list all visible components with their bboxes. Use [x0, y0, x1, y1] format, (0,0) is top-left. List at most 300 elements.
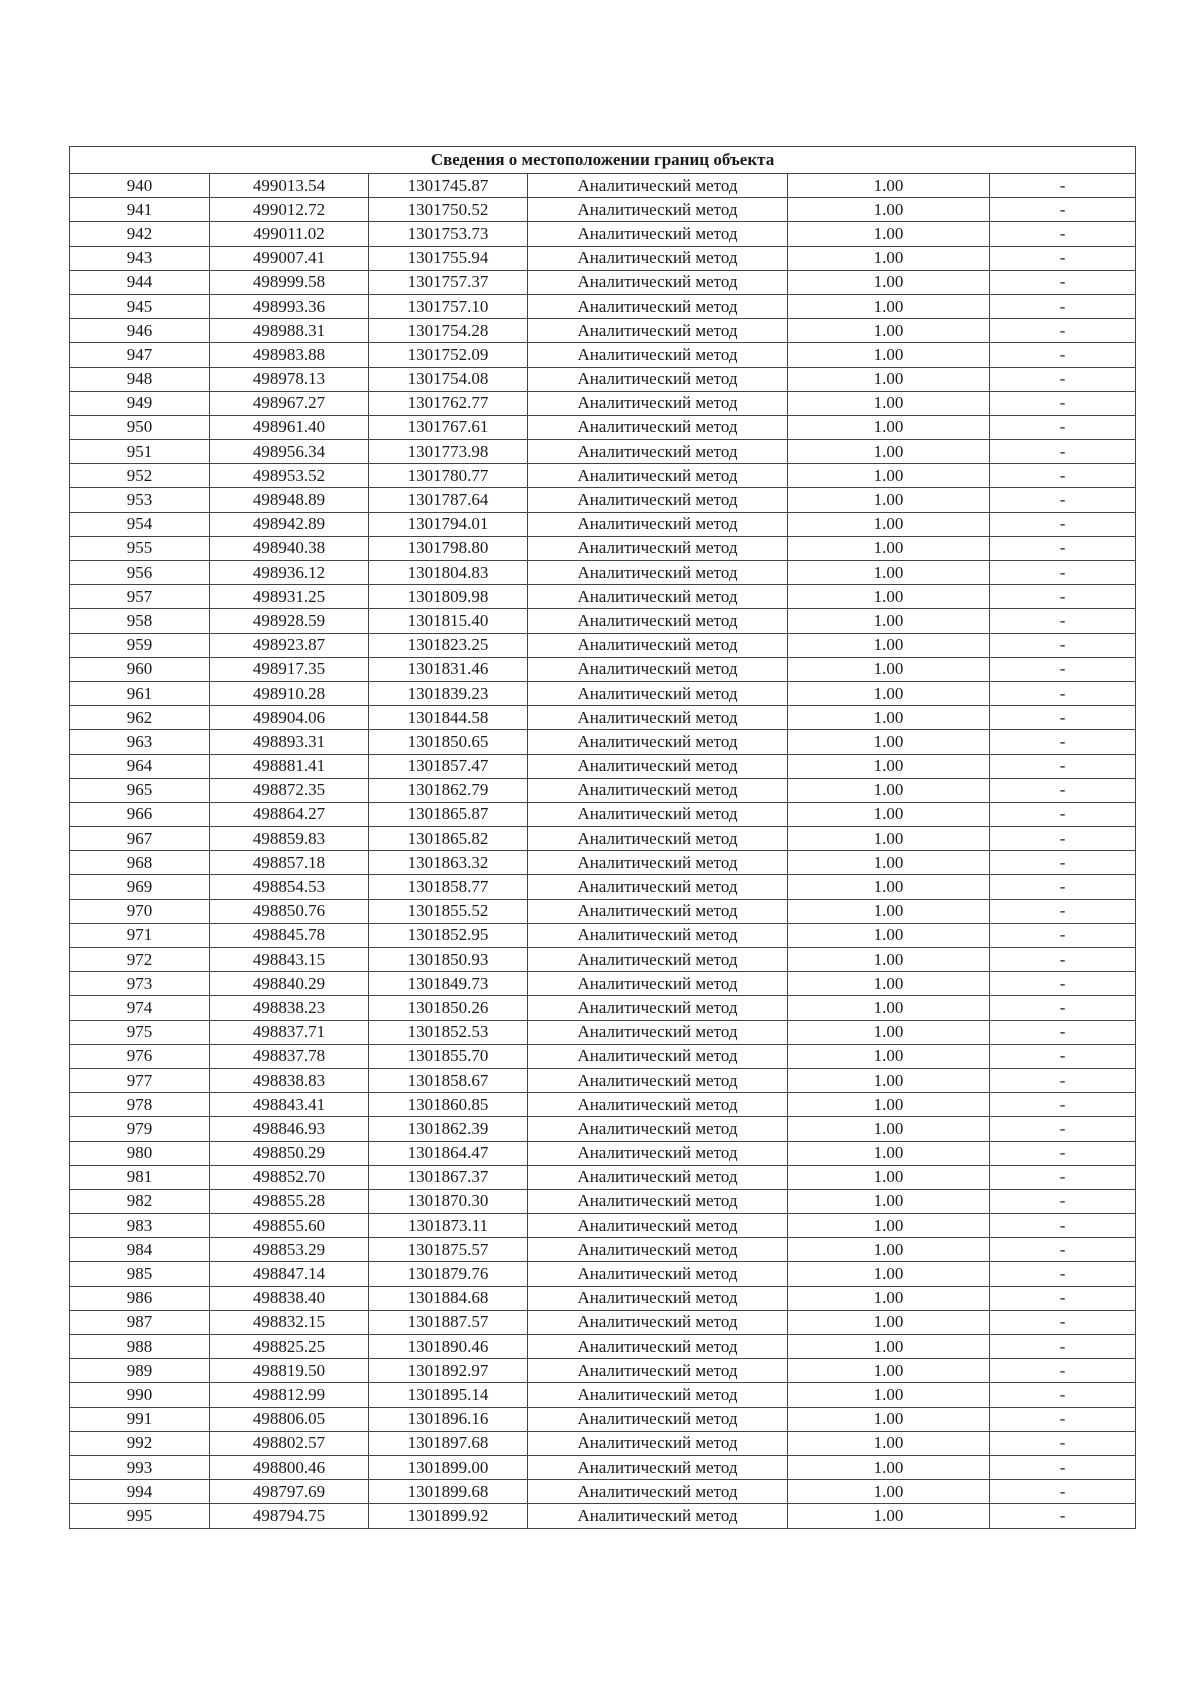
y-coordinate-cell: 1301884.68 — [369, 1286, 528, 1310]
method-cell: Аналитический метод — [528, 512, 788, 536]
accuracy-cell: 1.00 — [788, 827, 990, 851]
method-cell: Аналитический метод — [528, 440, 788, 464]
y-coordinate-cell: 1301865.82 — [369, 827, 528, 851]
accuracy-cell: 1.00 — [788, 1044, 990, 1068]
method-cell: Аналитический метод — [528, 1504, 788, 1528]
table-row — [70, 367, 1136, 391]
point-number-cell: 984 — [70, 1238, 210, 1262]
accuracy-cell: 1.00 — [788, 754, 990, 778]
table-row — [70, 1480, 1136, 1504]
table-body — [70, 174, 1136, 1529]
point-number-cell: 952 — [70, 464, 210, 488]
description-cell: - — [990, 851, 1136, 875]
description-cell: - — [990, 1383, 1136, 1407]
accuracy-cell: 1.00 — [788, 246, 990, 270]
table-row — [70, 730, 1136, 754]
table-row — [70, 319, 1136, 343]
accuracy-cell: 1.00 — [788, 222, 990, 246]
y-coordinate-cell: 1301839.23 — [369, 681, 528, 705]
y-coordinate-cell: 1301754.08 — [369, 367, 528, 391]
x-coordinate-cell: 498845.78 — [210, 923, 369, 947]
description-cell: - — [990, 1262, 1136, 1286]
description-cell: - — [990, 270, 1136, 294]
description-cell: - — [990, 1310, 1136, 1334]
description-cell: - — [990, 802, 1136, 826]
description-cell: - — [990, 1044, 1136, 1068]
description-cell: - — [990, 1504, 1136, 1528]
y-coordinate-cell: 1301753.73 — [369, 222, 528, 246]
table-title: Сведения о местоположении границ объекта — [70, 147, 1136, 174]
point-number-cell: 968 — [70, 851, 210, 875]
method-cell: Аналитический метод — [528, 899, 788, 923]
point-number-cell: 955 — [70, 536, 210, 560]
accuracy-cell: 1.00 — [788, 1020, 990, 1044]
y-coordinate-cell: 1301852.95 — [369, 923, 528, 947]
point-number-cell: 993 — [70, 1455, 210, 1479]
x-coordinate-cell: 498942.89 — [210, 512, 369, 536]
x-coordinate-cell: 498864.27 — [210, 802, 369, 826]
y-coordinate-cell: 1301780.77 — [369, 464, 528, 488]
table-row — [70, 923, 1136, 947]
method-cell: Аналитический метод — [528, 730, 788, 754]
method-cell: Аналитический метод — [528, 1359, 788, 1383]
accuracy-cell: 1.00 — [788, 609, 990, 633]
x-coordinate-cell: 498948.89 — [210, 488, 369, 512]
x-coordinate-cell: 498850.76 — [210, 899, 369, 923]
table-row — [70, 609, 1136, 633]
description-cell: - — [990, 1117, 1136, 1141]
y-coordinate-cell: 1301870.30 — [369, 1189, 528, 1213]
point-number-cell: 964 — [70, 754, 210, 778]
point-number-cell: 957 — [70, 585, 210, 609]
method-cell: Аналитический метод — [528, 706, 788, 730]
method-cell: Аналитический метод — [528, 1383, 788, 1407]
method-cell: Аналитический метод — [528, 1455, 788, 1479]
accuracy-cell: 1.00 — [788, 536, 990, 560]
x-coordinate-cell: 498812.99 — [210, 1383, 369, 1407]
point-number-cell: 983 — [70, 1214, 210, 1238]
accuracy-cell: 1.00 — [788, 415, 990, 439]
description-cell: - — [990, 706, 1136, 730]
description-cell: - — [990, 996, 1136, 1020]
description-cell: - — [990, 174, 1136, 198]
y-coordinate-cell: 1301863.32 — [369, 851, 528, 875]
description-cell: - — [990, 657, 1136, 681]
table-row — [70, 198, 1136, 222]
table-row — [70, 294, 1136, 318]
method-cell: Аналитический метод — [528, 1117, 788, 1141]
x-coordinate-cell: 498797.69 — [210, 1480, 369, 1504]
table-row — [70, 1335, 1136, 1359]
point-number-cell: 943 — [70, 246, 210, 270]
table-row — [70, 488, 1136, 512]
y-coordinate-cell: 1301757.10 — [369, 294, 528, 318]
y-coordinate-cell: 1301879.76 — [369, 1262, 528, 1286]
x-coordinate-cell: 498806.05 — [210, 1407, 369, 1431]
point-number-cell: 988 — [70, 1335, 210, 1359]
x-coordinate-cell: 498993.36 — [210, 294, 369, 318]
description-cell: - — [990, 1093, 1136, 1117]
description-cell: - — [990, 633, 1136, 657]
method-cell: Аналитический метод — [528, 391, 788, 415]
table-row — [70, 512, 1136, 536]
y-coordinate-cell: 1301858.77 — [369, 875, 528, 899]
point-number-cell: 978 — [70, 1093, 210, 1117]
x-coordinate-cell: 498838.23 — [210, 996, 369, 1020]
table-row — [70, 561, 1136, 585]
point-number-cell: 981 — [70, 1165, 210, 1189]
y-coordinate-cell: 1301855.70 — [369, 1044, 528, 1068]
accuracy-cell: 1.00 — [788, 802, 990, 826]
point-number-cell: 944 — [70, 270, 210, 294]
table-row — [70, 1165, 1136, 1189]
table-row — [70, 343, 1136, 367]
table-row — [70, 681, 1136, 705]
accuracy-cell: 1.00 — [788, 1286, 990, 1310]
point-number-cell: 963 — [70, 730, 210, 754]
y-coordinate-cell: 1301875.57 — [369, 1238, 528, 1262]
point-number-cell: 946 — [70, 319, 210, 343]
x-coordinate-cell: 498928.59 — [210, 609, 369, 633]
accuracy-cell: 1.00 — [788, 585, 990, 609]
table-row — [70, 415, 1136, 439]
description-cell: - — [990, 972, 1136, 996]
y-coordinate-cell: 1301850.65 — [369, 730, 528, 754]
accuracy-cell: 1.00 — [788, 488, 990, 512]
method-cell: Аналитический метод — [528, 1068, 788, 1092]
accuracy-cell: 1.00 — [788, 1117, 990, 1141]
point-number-cell: 954 — [70, 512, 210, 536]
x-coordinate-cell: 498983.88 — [210, 343, 369, 367]
point-number-cell: 989 — [70, 1359, 210, 1383]
y-coordinate-cell: 1301864.47 — [369, 1141, 528, 1165]
table-row — [70, 1504, 1136, 1528]
accuracy-cell: 1.00 — [788, 174, 990, 198]
point-number-cell: 947 — [70, 343, 210, 367]
table-row — [70, 1310, 1136, 1334]
table-row — [70, 222, 1136, 246]
y-coordinate-cell: 1301857.47 — [369, 754, 528, 778]
description-cell: - — [990, 415, 1136, 439]
description-cell: - — [990, 585, 1136, 609]
x-coordinate-cell: 498936.12 — [210, 561, 369, 585]
table-row — [70, 633, 1136, 657]
method-cell: Аналитический метод — [528, 948, 788, 972]
x-coordinate-cell: 498988.31 — [210, 319, 369, 343]
description-cell: - — [990, 488, 1136, 512]
method-cell: Аналитический метод — [528, 174, 788, 198]
table-row — [70, 270, 1136, 294]
point-number-cell: 956 — [70, 561, 210, 585]
point-number-cell: 941 — [70, 198, 210, 222]
x-coordinate-cell: 498840.29 — [210, 972, 369, 996]
accuracy-cell: 1.00 — [788, 464, 990, 488]
method-cell: Аналитический метод — [528, 851, 788, 875]
description-cell: - — [990, 1189, 1136, 1213]
y-coordinate-cell: 1301815.40 — [369, 609, 528, 633]
description-cell: - — [990, 1141, 1136, 1165]
y-coordinate-cell: 1301804.83 — [369, 561, 528, 585]
point-number-cell: 990 — [70, 1383, 210, 1407]
point-number-cell: 991 — [70, 1407, 210, 1431]
accuracy-cell: 1.00 — [788, 1383, 990, 1407]
y-coordinate-cell: 1301752.09 — [369, 343, 528, 367]
accuracy-cell: 1.00 — [788, 1359, 990, 1383]
method-cell: Аналитический метод — [528, 367, 788, 391]
method-cell: Аналитический метод — [528, 1044, 788, 1068]
table-row — [70, 1189, 1136, 1213]
point-number-cell: 992 — [70, 1431, 210, 1455]
table-row — [70, 778, 1136, 802]
description-cell: - — [990, 681, 1136, 705]
x-coordinate-cell: 498904.06 — [210, 706, 369, 730]
accuracy-cell: 1.00 — [788, 730, 990, 754]
accuracy-cell: 1.00 — [788, 1165, 990, 1189]
accuracy-cell: 1.00 — [788, 294, 990, 318]
accuracy-cell: 1.00 — [788, 198, 990, 222]
method-cell: Аналитический метод — [528, 996, 788, 1020]
accuracy-cell: 1.00 — [788, 899, 990, 923]
x-coordinate-cell: 498854.53 — [210, 875, 369, 899]
method-cell: Аналитический метод — [528, 1335, 788, 1359]
table-row — [70, 1431, 1136, 1455]
y-coordinate-cell: 1301849.73 — [369, 972, 528, 996]
x-coordinate-cell: 498910.28 — [210, 681, 369, 705]
description-cell: - — [990, 1407, 1136, 1431]
description-cell: - — [990, 222, 1136, 246]
accuracy-cell: 1.00 — [788, 1214, 990, 1238]
table-row — [70, 1093, 1136, 1117]
description-cell: - — [990, 730, 1136, 754]
x-coordinate-cell: 498794.75 — [210, 1504, 369, 1528]
table-title-row — [70, 147, 1136, 174]
accuracy-cell: 1.00 — [788, 1068, 990, 1092]
table-row — [70, 972, 1136, 996]
y-coordinate-cell: 1301787.64 — [369, 488, 528, 512]
description-cell: - — [990, 875, 1136, 899]
x-coordinate-cell: 498859.83 — [210, 827, 369, 851]
point-number-cell: 977 — [70, 1068, 210, 1092]
table-row — [70, 585, 1136, 609]
table-row — [70, 706, 1136, 730]
description-cell: - — [990, 923, 1136, 947]
method-cell: Аналитический метод — [528, 1238, 788, 1262]
point-number-cell: 980 — [70, 1141, 210, 1165]
y-coordinate-cell: 1301831.46 — [369, 657, 528, 681]
y-coordinate-cell: 1301899.68 — [369, 1480, 528, 1504]
accuracy-cell: 1.00 — [788, 367, 990, 391]
y-coordinate-cell: 1301794.01 — [369, 512, 528, 536]
x-coordinate-cell: 498940.38 — [210, 536, 369, 560]
description-cell: - — [990, 464, 1136, 488]
method-cell: Аналитический метод — [528, 585, 788, 609]
x-coordinate-cell: 498953.52 — [210, 464, 369, 488]
description-cell: - — [990, 246, 1136, 270]
x-coordinate-cell: 498850.29 — [210, 1141, 369, 1165]
description-cell: - — [990, 367, 1136, 391]
y-coordinate-cell: 1301823.25 — [369, 633, 528, 657]
description-cell: - — [990, 827, 1136, 851]
y-coordinate-cell: 1301767.61 — [369, 415, 528, 439]
x-coordinate-cell: 498843.15 — [210, 948, 369, 972]
table-row — [70, 1044, 1136, 1068]
table-row — [70, 1286, 1136, 1310]
point-number-cell: 965 — [70, 778, 210, 802]
x-coordinate-cell: 498837.71 — [210, 1020, 369, 1044]
table-row — [70, 1141, 1136, 1165]
description-cell: - — [990, 1020, 1136, 1044]
accuracy-cell: 1.00 — [788, 948, 990, 972]
accuracy-cell: 1.00 — [788, 706, 990, 730]
table-row — [70, 899, 1136, 923]
accuracy-cell: 1.00 — [788, 1431, 990, 1455]
point-number-cell: 974 — [70, 996, 210, 1020]
method-cell: Аналитический метод — [528, 319, 788, 343]
x-coordinate-cell: 498853.29 — [210, 1238, 369, 1262]
x-coordinate-cell: 498931.25 — [210, 585, 369, 609]
accuracy-cell: 1.00 — [788, 391, 990, 415]
accuracy-cell: 1.00 — [788, 1310, 990, 1334]
y-coordinate-cell: 1301745.87 — [369, 174, 528, 198]
accuracy-cell: 1.00 — [788, 512, 990, 536]
point-number-cell: 966 — [70, 802, 210, 826]
method-cell: Аналитический метод — [528, 294, 788, 318]
accuracy-cell: 1.00 — [788, 440, 990, 464]
method-cell: Аналитический метод — [528, 1214, 788, 1238]
y-coordinate-cell: 1301890.46 — [369, 1335, 528, 1359]
accuracy-cell: 1.00 — [788, 657, 990, 681]
point-number-cell: 953 — [70, 488, 210, 512]
y-coordinate-cell: 1301750.52 — [369, 198, 528, 222]
y-coordinate-cell: 1301873.11 — [369, 1214, 528, 1238]
point-number-cell: 995 — [70, 1504, 210, 1528]
accuracy-cell: 1.00 — [788, 1238, 990, 1262]
x-coordinate-cell: 498802.57 — [210, 1431, 369, 1455]
point-number-cell: 951 — [70, 440, 210, 464]
method-cell: Аналитический метод — [528, 1480, 788, 1504]
description-cell: - — [990, 1286, 1136, 1310]
method-cell: Аналитический метод — [528, 875, 788, 899]
x-coordinate-cell: 498978.13 — [210, 367, 369, 391]
point-number-cell: 986 — [70, 1286, 210, 1310]
point-number-cell: 971 — [70, 923, 210, 947]
point-number-cell: 987 — [70, 1310, 210, 1334]
description-cell: - — [990, 1359, 1136, 1383]
method-cell: Аналитический метод — [528, 270, 788, 294]
y-coordinate-cell: 1301892.97 — [369, 1359, 528, 1383]
table-row — [70, 174, 1136, 198]
table-row — [70, 1455, 1136, 1479]
y-coordinate-cell: 1301850.26 — [369, 996, 528, 1020]
y-coordinate-cell: 1301757.37 — [369, 270, 528, 294]
table-row — [70, 1407, 1136, 1431]
x-coordinate-cell: 498852.70 — [210, 1165, 369, 1189]
y-coordinate-cell: 1301867.37 — [369, 1165, 528, 1189]
table-row — [70, 464, 1136, 488]
method-cell: Аналитический метод — [528, 222, 788, 246]
accuracy-cell: 1.00 — [788, 851, 990, 875]
accuracy-cell: 1.00 — [788, 681, 990, 705]
description-cell: - — [990, 512, 1136, 536]
y-coordinate-cell: 1301773.98 — [369, 440, 528, 464]
table-row — [70, 1214, 1136, 1238]
x-coordinate-cell: 499013.54 — [210, 174, 369, 198]
x-coordinate-cell: 498923.87 — [210, 633, 369, 657]
accuracy-cell: 1.00 — [788, 343, 990, 367]
y-coordinate-cell: 1301855.52 — [369, 899, 528, 923]
table-row — [70, 1020, 1136, 1044]
x-coordinate-cell: 498956.34 — [210, 440, 369, 464]
table-row — [70, 246, 1136, 270]
method-cell: Аналитический метод — [528, 972, 788, 996]
accuracy-cell: 1.00 — [788, 319, 990, 343]
y-coordinate-cell: 1301895.14 — [369, 1383, 528, 1407]
x-coordinate-cell: 498832.15 — [210, 1310, 369, 1334]
accuracy-cell: 1.00 — [788, 1335, 990, 1359]
description-cell: - — [990, 198, 1136, 222]
description-cell: - — [990, 1480, 1136, 1504]
y-coordinate-cell: 1301887.57 — [369, 1310, 528, 1334]
y-coordinate-cell: 1301860.85 — [369, 1093, 528, 1117]
point-number-cell: 945 — [70, 294, 210, 318]
y-coordinate-cell: 1301844.58 — [369, 706, 528, 730]
table-row — [70, 802, 1136, 826]
table-row — [70, 996, 1136, 1020]
point-number-cell: 985 — [70, 1262, 210, 1286]
method-cell: Аналитический метод — [528, 609, 788, 633]
accuracy-cell: 1.00 — [788, 1480, 990, 1504]
point-number-cell: 950 — [70, 415, 210, 439]
description-cell: - — [990, 1431, 1136, 1455]
x-coordinate-cell: 498846.93 — [210, 1117, 369, 1141]
table-row — [70, 1238, 1136, 1262]
method-cell: Аналитический метод — [528, 827, 788, 851]
x-coordinate-cell: 498825.25 — [210, 1335, 369, 1359]
accuracy-cell: 1.00 — [788, 1504, 990, 1528]
y-coordinate-cell: 1301897.68 — [369, 1431, 528, 1455]
table-row — [70, 1359, 1136, 1383]
table-row — [70, 948, 1136, 972]
x-coordinate-cell: 498847.14 — [210, 1262, 369, 1286]
description-cell: - — [990, 1455, 1136, 1479]
point-number-cell: 982 — [70, 1189, 210, 1213]
method-cell: Аналитический метод — [528, 343, 788, 367]
point-number-cell: 958 — [70, 609, 210, 633]
accuracy-cell: 1.00 — [788, 1141, 990, 1165]
method-cell: Аналитический метод — [528, 1189, 788, 1213]
accuracy-cell: 1.00 — [788, 1262, 990, 1286]
y-coordinate-cell: 1301850.93 — [369, 948, 528, 972]
point-number-cell: 994 — [70, 1480, 210, 1504]
description-cell: - — [990, 1068, 1136, 1092]
method-cell: Аналитический метод — [528, 657, 788, 681]
x-coordinate-cell: 498872.35 — [210, 778, 369, 802]
point-number-cell: 942 — [70, 222, 210, 246]
table-row — [70, 827, 1136, 851]
table-row — [70, 1383, 1136, 1407]
point-number-cell: 960 — [70, 657, 210, 681]
method-cell: Аналитический метод — [528, 1310, 788, 1334]
table-row — [70, 851, 1136, 875]
description-cell: - — [990, 294, 1136, 318]
x-coordinate-cell: 498855.60 — [210, 1214, 369, 1238]
accuracy-cell: 1.00 — [788, 270, 990, 294]
accuracy-cell: 1.00 — [788, 1093, 990, 1117]
accuracy-cell: 1.00 — [788, 972, 990, 996]
table-row — [70, 754, 1136, 778]
accuracy-cell: 1.00 — [788, 633, 990, 657]
point-number-cell: 961 — [70, 681, 210, 705]
